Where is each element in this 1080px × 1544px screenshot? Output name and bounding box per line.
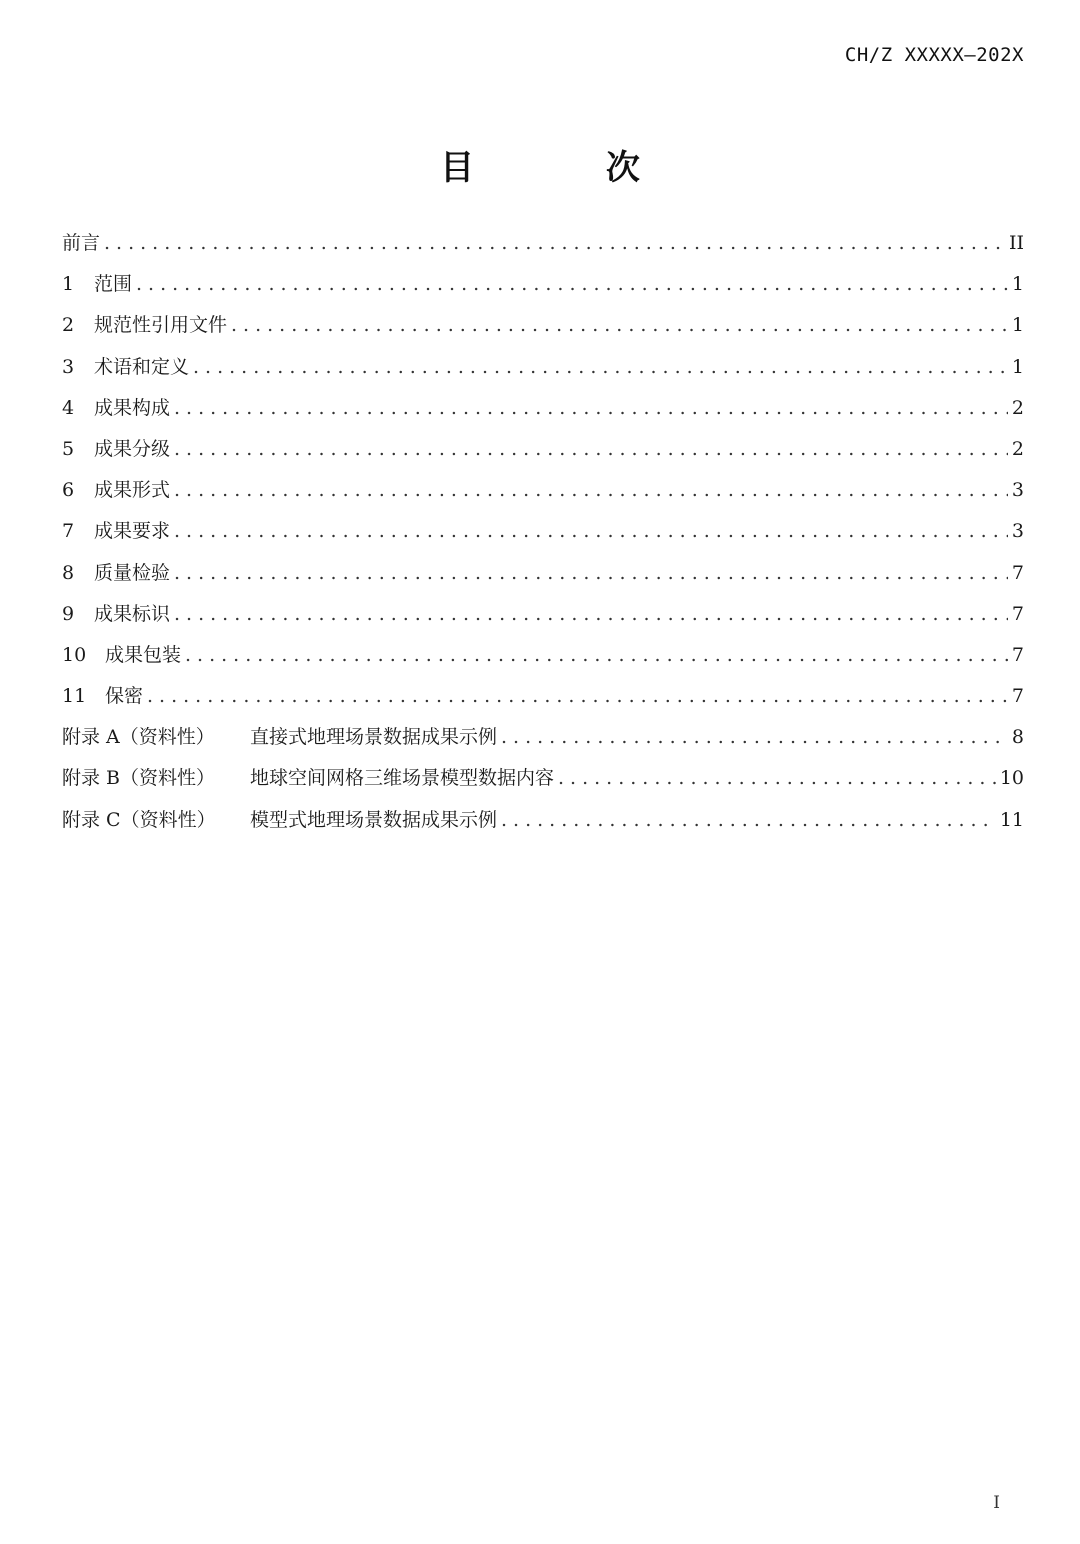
toc-entry-number: 9 [62, 602, 75, 625]
toc-entry-number: 6 [62, 479, 75, 502]
toc-leader-dots [174, 397, 1008, 419]
toc-entry-normative-references[interactable] [62, 310, 1024, 351]
toc-entry-foreword[interactable] [62, 228, 1024, 269]
page-number: I [993, 1493, 1000, 1513]
toc-entry-label: 直接式地理场景数据成果示例 [250, 726, 498, 749]
toc-leader-dots [174, 562, 1008, 584]
toc-entry-composition[interactable] [62, 393, 1024, 434]
toc-entry-label: 成果构成 [94, 396, 171, 419]
toc-entry-number: 附录 A（资料性） [62, 726, 215, 749]
toc-entry-page: 7 [1011, 643, 1024, 666]
toc-entry-label: 范围 [94, 273, 133, 296]
toc-entry-label: 前言 [62, 232, 101, 254]
toc-entry-label: 保密 [105, 685, 144, 708]
toc-entry-number: 7 [62, 520, 75, 543]
toc-entry-quality-inspection[interactable] [62, 558, 1024, 599]
toc-entry-label: 地球空间网格三维场景模型数据内容 [250, 767, 555, 790]
toc-entry-label: 规范性引用文件 [94, 314, 228, 337]
toc-entry-page: 1 [1011, 355, 1024, 378]
toc-entry-page: 10 [999, 767, 1024, 790]
toc-entry-grading[interactable] [62, 434, 1024, 475]
toc-leader-dots [558, 767, 996, 789]
toc-entry-page: 7 [1011, 602, 1024, 625]
toc-leader-dots [231, 314, 1008, 336]
toc-leader-dots [174, 438, 1008, 460]
toc-entry-page: 3 [1011, 520, 1024, 543]
toc-title: 目 次 [440, 148, 700, 188]
toc-entry-number: 10 [62, 643, 87, 666]
toc-entry-number: 5 [62, 437, 75, 460]
toc-leader-dots [174, 479, 1008, 501]
toc-entry-appendix-a[interactable] [62, 722, 1024, 763]
toc-entry-label: 成果要求 [94, 520, 171, 543]
toc-leader-dots [147, 685, 1008, 707]
toc-entry-page: 7 [1011, 561, 1024, 584]
toc-entry-page: II [1008, 232, 1024, 254]
table-of-contents [62, 228, 1024, 846]
toc-entry-number: 8 [62, 561, 75, 584]
toc-entry-page: 11 [999, 808, 1024, 831]
toc-entry-terms[interactable] [62, 352, 1024, 393]
toc-leader-dots [501, 809, 996, 831]
toc-entry-page: 7 [1011, 685, 1024, 708]
toc-entry-page: 1 [1011, 314, 1024, 337]
toc-entry-label: 成果形式 [94, 479, 171, 502]
toc-leader-dots [185, 644, 1008, 666]
standard-code: CH/Z XXXXX—202X [844, 44, 1024, 66]
toc-leader-dots [136, 273, 1008, 295]
toc-entry-number: 1 [62, 273, 75, 296]
toc-entry-label: 成果标识 [94, 602, 171, 625]
toc-entry-page: 2 [1011, 396, 1024, 419]
toc-leader-dots [174, 603, 1008, 625]
toc-entry-requirements[interactable] [62, 516, 1024, 557]
toc-entry-label: 模型式地理场景数据成果示例 [250, 808, 498, 831]
toc-entry-number: 附录 C（资料性） [62, 808, 216, 831]
toc-entry-confidentiality[interactable] [62, 681, 1024, 722]
toc-entry-label: 质量检验 [94, 561, 171, 584]
toc-entry-label: 成果分级 [94, 437, 171, 460]
toc-leader-dots [501, 726, 1008, 748]
toc-entry-number: 4 [62, 396, 75, 419]
toc-entry-appendix-b[interactable] [62, 763, 1024, 804]
toc-entry-label: 成果包装 [105, 643, 182, 666]
toc-entry-label: 术语和定义 [94, 355, 190, 378]
toc-entry-page: 8 [1011, 726, 1024, 749]
toc-entry-appendix-c[interactable] [62, 805, 1024, 846]
toc-entry-page: 2 [1011, 437, 1024, 460]
toc-entry-number: 2 [62, 314, 75, 337]
toc-entry-page: 3 [1011, 479, 1024, 502]
toc-leader-dots [104, 232, 1005, 254]
toc-leader-dots [174, 520, 1008, 542]
toc-leader-dots [193, 356, 1008, 378]
toc-entry-identification[interactable] [62, 599, 1024, 640]
toc-entry-number: 附录 B（资料性） [62, 767, 216, 790]
toc-entry-number: 3 [62, 355, 75, 378]
toc-entry-number: 11 [62, 685, 87, 708]
toc-entry-page: 1 [1011, 273, 1024, 296]
toc-entry-packaging[interactable] [62, 640, 1024, 681]
toc-entry-form[interactable] [62, 475, 1024, 516]
toc-entry-scope[interactable] [62, 269, 1024, 310]
